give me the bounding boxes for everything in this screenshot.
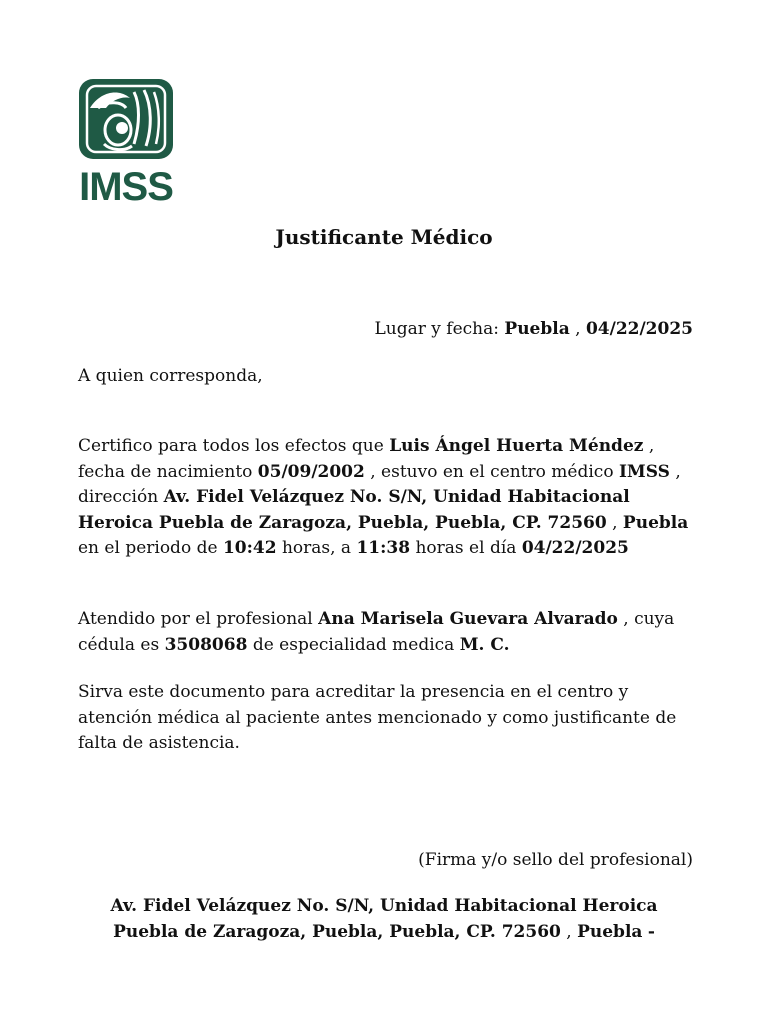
place-date xyxy=(78,317,693,343)
certify-text: , fecha de nacimiento xyxy=(78,436,655,482)
place-date-value: 04/22/2025 xyxy=(585,319,693,339)
patient-name: Luis Ángel Huerta Méndez xyxy=(389,436,644,456)
logo-text: IMSS xyxy=(79,165,173,204)
footer-dash: - xyxy=(647,921,655,942)
place-sep: , xyxy=(575,319,581,339)
imss-emblem-icon xyxy=(78,78,174,204)
doctor-specialty: M. C. xyxy=(459,634,510,655)
certify-text: , xyxy=(612,512,618,533)
birth-date: 05/09/2002 xyxy=(257,461,365,482)
time-to: 11:38 xyxy=(356,538,411,558)
closing-paragraph: Sirva este documento para acreditar la presencia en el centro y atención médica al paciente antes mencionado y como justificante de falta de asistencia. xyxy=(78,682,677,753)
footer-sep: , xyxy=(566,921,572,942)
visit-date: 04/22/2025 xyxy=(521,538,629,558)
place-date-label: Lugar y fecha: xyxy=(374,319,499,339)
center-city: Puebla xyxy=(622,512,689,533)
certify-text: horas, a xyxy=(281,538,352,558)
center-address: Av. Fidel Velázquez No. S/N, Unidad Habitacional Heroica Puebla de Zaragoza, Puebla, Puebla, CP. 72560 xyxy=(78,487,630,533)
doctor-name: Ana Marisela Guevara Alvarado xyxy=(318,609,618,629)
attended-paragraph xyxy=(78,607,693,658)
time-from: 10:42 xyxy=(222,538,277,558)
attended-text: de especialidad medica xyxy=(252,634,455,655)
footer-address xyxy=(78,894,690,945)
certify-paragraph xyxy=(78,434,693,562)
imss-logo xyxy=(78,78,174,204)
attended-text: Atendido por el profesional xyxy=(78,609,313,629)
certify-text: , estuvo en el centro médico xyxy=(370,461,614,482)
doctor-license: 3508068 xyxy=(164,634,248,655)
place-city: Puebla xyxy=(504,319,570,339)
footer-address-text: Av. Fidel Velázquez No. S/N, Unidad Habitacional Heroica Puebla de Zaragoza, Puebla, Puebla, CP. 72560 xyxy=(110,896,658,942)
certify-text: en el periodo de xyxy=(78,538,218,558)
certify-text: Certifico para todos los efectos que xyxy=(78,436,384,456)
footer-city: Puebla xyxy=(577,921,643,942)
attended-text: , cuya cédula es xyxy=(78,609,675,655)
signature-line: (Firma y/o sello del profesional) xyxy=(418,850,693,870)
certify-text: , dirección xyxy=(78,461,681,507)
document-title: Justificante Médico xyxy=(275,225,493,249)
medical-center: IMSS xyxy=(618,461,670,482)
certify-text: horas el día xyxy=(415,538,517,558)
greeting: A quien corresponda, xyxy=(78,366,263,386)
